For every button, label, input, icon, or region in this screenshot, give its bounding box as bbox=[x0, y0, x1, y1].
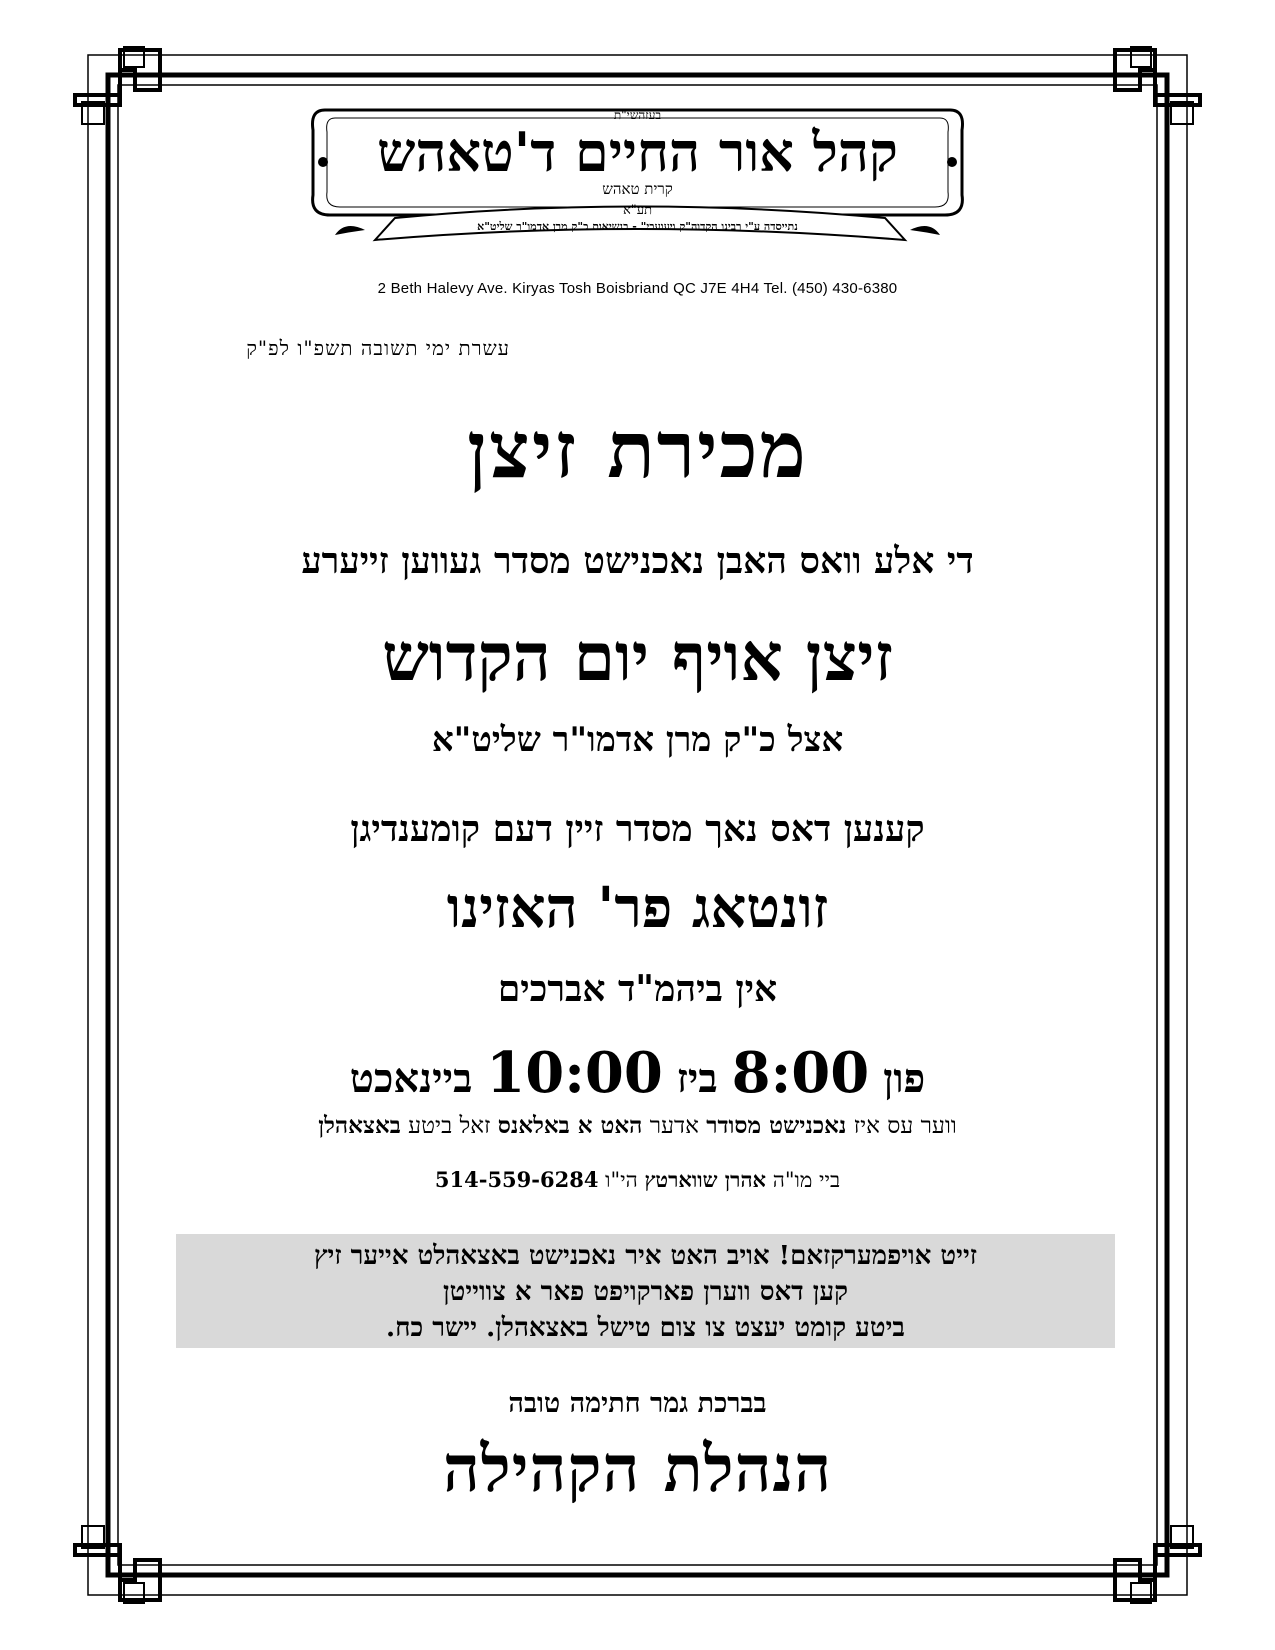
headline-yom-hakadosh: זיצן אויף יום הקדוש bbox=[382, 618, 893, 696]
contact2-a: ביי מו"ה bbox=[772, 1168, 841, 1192]
notice-line-1: זייט אויפמערקזאם! אויב האט איר נאכנישט באצאהלט אייער זיץ bbox=[313, 1241, 978, 1271]
contact-line-1 bbox=[0, 1112, 1275, 1139]
contact1-b: נאכנישט מסודר bbox=[706, 1112, 847, 1139]
contact-phone: 514-559-6284 bbox=[434, 1167, 599, 1192]
text-line-4: קענען דאס נאך מסדר זיין דעם קומענדיגן bbox=[350, 808, 925, 850]
date-headline: זונטאג פר' האזינו bbox=[446, 875, 829, 941]
notice-line-3: ביטע קומט יעצט צו צום טישל באצאהלן. יישר כח. bbox=[386, 1313, 905, 1343]
location-line: אין ביהמ"ד אברכים bbox=[497, 968, 778, 1010]
notice-box bbox=[176, 1234, 1115, 1348]
contact1-d: האט א באלאנס bbox=[497, 1112, 643, 1139]
logo-banner: נתייסדה ע"י רבינו הקדוה"ק ויעועבי" - בנשיאות כ"ק מרן אדמו"ר שליט"א bbox=[477, 220, 798, 233]
blessing-line: בברכת גמר חתימה טובה bbox=[508, 1388, 767, 1419]
text-line-1: די אלע וואס האבן נאכנישט מסדר געווען זייערע bbox=[301, 540, 974, 582]
logo-abbrev: תע"א bbox=[622, 203, 653, 218]
contact1-e: זאל ביטע bbox=[408, 1113, 491, 1139]
signature: הנהלת הקהילה bbox=[442, 1432, 833, 1507]
time-from: פון bbox=[883, 1055, 926, 1102]
logo-top-small: בעזהשי"ת bbox=[613, 108, 662, 122]
time-start: 8:00 bbox=[731, 1040, 870, 1106]
contact-line-2 bbox=[0, 1167, 1275, 1193]
logo-town: קרית טאהש bbox=[602, 180, 673, 198]
page-title: מכירת זיצן bbox=[467, 405, 808, 496]
congregation-logo bbox=[305, 100, 970, 250]
contact1-a: ווער עס איז bbox=[853, 1113, 957, 1139]
time-end: 10:00 bbox=[486, 1040, 663, 1106]
time-line bbox=[0, 1040, 1275, 1106]
notice-line-2: קען דאס ווערן פארקויפט פאר א צווייטן bbox=[442, 1277, 848, 1307]
contact2-c: הי"ו bbox=[605, 1168, 638, 1192]
dateline: עשרת ימי תשובה תשפ"ו לפ"ק bbox=[246, 336, 510, 360]
contact1-f: באצאהלן bbox=[318, 1112, 401, 1139]
contact-person-name: אהרן שווארטץ bbox=[644, 1167, 767, 1192]
contact1-c: אדער bbox=[649, 1113, 699, 1139]
text-line-3: אצל כ"ק מרן אדמו"ר שליט"א bbox=[431, 720, 844, 760]
time-until: ביז bbox=[676, 1055, 718, 1102]
time-night: ביינאכט bbox=[349, 1055, 473, 1102]
address-line: 2 Beth Halevy Ave. Kiryas Tosh Boisbriand QC J7E 4H4 Tel. (450) 430-6380 bbox=[377, 280, 898, 297]
logo-congregation-name: קהל אור החיים ד'טאהש bbox=[377, 120, 898, 184]
